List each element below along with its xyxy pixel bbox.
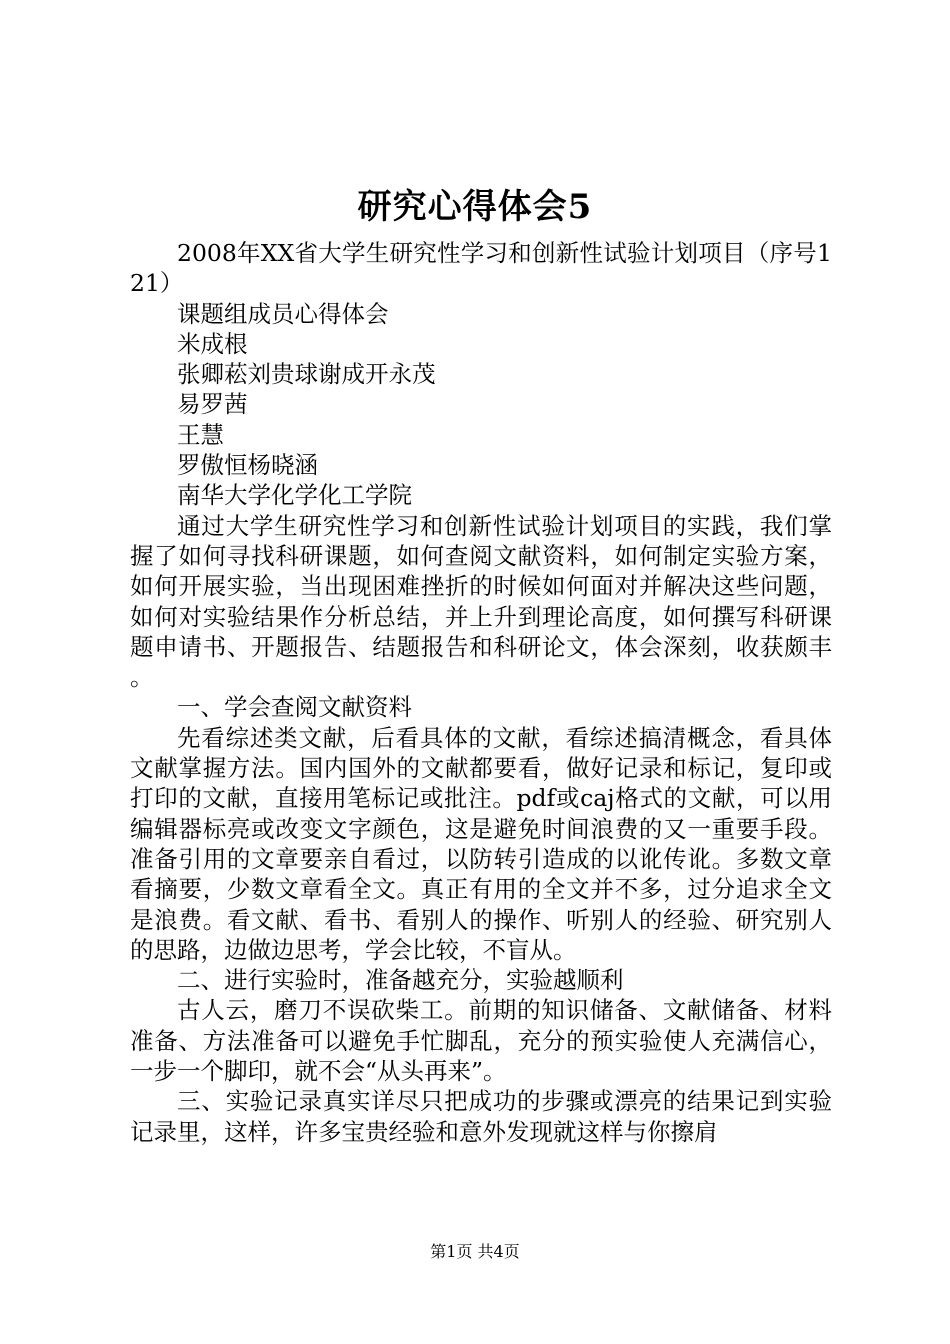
section-heading-1: 一、学会查阅文献资料 [177, 693, 412, 722]
intro-paragraph: 通过大学生研究性学习和创新性试验计划项目的实践，我们掌握了如何寻找科研课题，如何查阅文献资料，如何制定实验方案，如何开展实验，当出现困难挫折的时候如何面对并解决这些问题，如何对实验结果作分析总结，并上升到理论高度，如何撰写科研课题申请书、开题报告、结题报告和科研论文，体会深刻，收获颇丰。 [130, 511, 832, 692]
document-title: 研究心得体会5 [357, 187, 593, 227]
member-names: 张卿菘刘贵球谢成开永茂 [177, 360, 436, 389]
member-name: 米成根 [177, 329, 248, 358]
member-name: 易罗茜 [177, 390, 248, 419]
document-body [130, 238, 832, 1147]
section-heading-2: 二、进行实验时，准备越充分，实验越顺利 [177, 966, 624, 995]
institution: 南华大学化学化工学院 [177, 481, 412, 510]
section-1-paragraph: 先看综述类文献，后看具体的文献，看综述搞清概念，看具体文献掌握方法。国内国外的文献都要看，做好记录和标记，复印或打印的文献，直接用笔标记或批注。pdf或caj格式的文献，可以用编辑器标亮或改变文字颜色，这是避免时间浪费的又一重要手段。准备引用的文章要亲自看过，以防转引造成的以讹传讹。多数文章看摘要，少数文章看全文。真正有用的全文并不多，过分追求全文是浪费。看文献、看书、看别人的操作、听别人的经验、研究别人的思路，边做边思考，学会比较，不盲从。 [130, 723, 832, 964]
page-footer: 第1页 共4页 [430, 1242, 520, 1261]
member-names: 罗傲恒杨晓涵 [177, 451, 318, 480]
group-heading: 课题组成员心得体会 [177, 299, 389, 328]
member-name: 王慧 [177, 420, 224, 449]
section-2-paragraph: 古人云，磨刀不误砍柴工。前期的知识储备、文献储备、材料准备、方法准备可以避免手忙脚乱，充分的预实验使人充满信心，一步一个脚印，就不会“从头再来”。 [130, 996, 832, 1086]
project-heading: 2008年XX省大学生研究性学习和创新性试验计划项目（序号121） [130, 239, 832, 298]
section-heading-3: 三、实验记录真实详尽只把成功的步骤或漂亮的结果记到实验记录里，这样，许多宝贵经验和意外发现就这样与你擦肩 [130, 1087, 832, 1146]
